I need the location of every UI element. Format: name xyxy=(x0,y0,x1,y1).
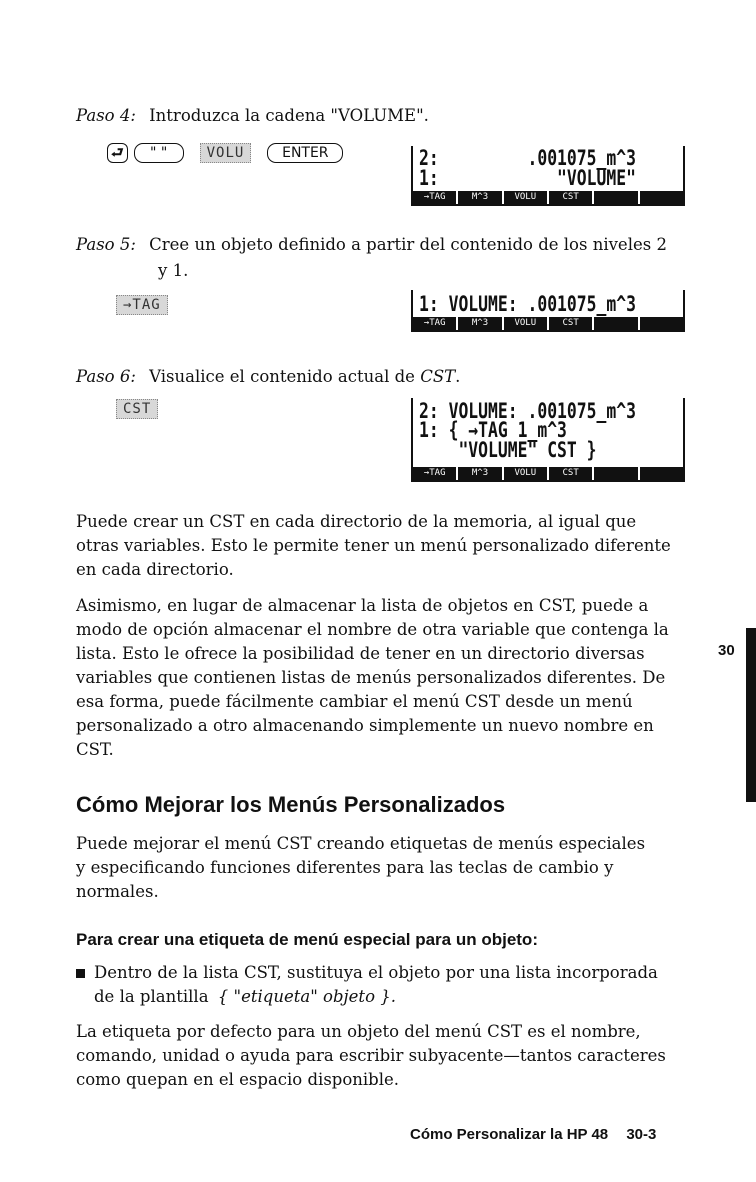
menu-label: →TAG xyxy=(413,191,458,204)
page-footer xyxy=(410,1126,656,1143)
template-syntax: { "etiqueta" objeto }. xyxy=(217,987,396,1006)
stack-level-2: 2: VOLUME: .001075_m^3 xyxy=(419,399,636,423)
period: . xyxy=(455,367,461,386)
menu-label xyxy=(640,191,683,204)
step-4-instruction xyxy=(76,104,429,128)
menu-bar xyxy=(413,467,683,480)
menu-label xyxy=(640,317,683,330)
stack-level-1: 1: { →TAG 1_m^3 xyxy=(419,418,567,442)
step-text: Introduzca la cadena "VOLUME". xyxy=(149,106,429,125)
text-line: La etiqueta por defecto para un objeto del menú CST es el nombre, xyxy=(76,1022,641,1041)
step-text: Cree un objeto definido a partir del contenido de los niveles 2 xyxy=(149,235,667,254)
text-line: otras variables. Esto le permite tener un menú personalizado diferente xyxy=(76,536,671,555)
text-line: normales. xyxy=(76,882,159,901)
quotes-key: " " xyxy=(134,143,184,163)
section-heading: Cómo Mejorar los Menús Personalizados xyxy=(76,792,506,817)
paragraph-cst-per-directory xyxy=(76,510,716,582)
bullet-icon xyxy=(76,969,85,978)
paragraph-default-label xyxy=(76,1020,716,1092)
volu-menu-key: VOLU xyxy=(200,143,252,163)
right-shift-key: ⮐ xyxy=(107,143,128,163)
paragraph-cst-alternative xyxy=(76,594,716,762)
cst-menu-key: CST xyxy=(116,399,158,419)
menu-label xyxy=(594,317,639,330)
bullet-item xyxy=(94,961,714,1009)
step-5-instruction-cont: y 1. xyxy=(158,261,189,280)
text-line: CST. xyxy=(76,740,114,759)
step-label: Paso 6: xyxy=(76,367,136,386)
cst-variable: CST xyxy=(420,367,456,386)
text-line: y especificando funciones diferentes para las teclas de cambio y xyxy=(76,858,614,877)
menu-label: VOLU xyxy=(504,467,549,480)
calculator-screen-step-6 xyxy=(411,398,685,482)
menu-label: M^3 xyxy=(458,191,503,204)
text-line: personalizado a otro almacenando simplemente un nuevo nombre en xyxy=(76,716,654,735)
menu-label: →TAG xyxy=(413,467,458,480)
menu-bar xyxy=(413,191,683,204)
text-line: lista. Esto le ofrece la posibilidad de tener en un directorio diversas xyxy=(76,644,645,663)
chapter-tab-number: 30 xyxy=(718,642,735,659)
text-line: esa forma, puede fácilmente cambiar el menú CST desde un menú xyxy=(76,692,633,711)
menu-label xyxy=(594,467,639,480)
text-line: como quepan en el espacio disponible. xyxy=(76,1070,400,1089)
stack-level-1: 1: "VOLUME" xyxy=(419,166,636,190)
step-6-keystrokes xyxy=(116,398,158,417)
menu-label: M^3 xyxy=(458,467,503,480)
menu-label: CST xyxy=(549,317,594,330)
text-line: Puede mejorar el menú CST creando etiquetas de menús especiales xyxy=(76,834,646,853)
text-line: modo de opción almacenar el nombre de otra variable que contenga la xyxy=(76,620,669,639)
menu-label: CST xyxy=(549,191,594,204)
text-line: en cada directorio. xyxy=(76,560,234,579)
stack-level-1: 1: VOLUME: .001075_m^3 xyxy=(419,292,636,316)
step-5-instruction xyxy=(76,233,696,257)
footer-title: Cómo Personalizar la HP 48 xyxy=(410,1126,609,1143)
calculator-screen-step-4 xyxy=(411,146,685,206)
step-text: Visualice el contenido actual de xyxy=(149,367,415,386)
step-label: Paso 4: xyxy=(76,106,136,125)
page-number: 30-3 xyxy=(626,1126,657,1143)
step-6-instruction xyxy=(76,365,460,389)
text-fragment: de la plantilla xyxy=(94,987,209,1006)
paragraph-improve-menu xyxy=(76,832,716,904)
enter-key: ENTER xyxy=(267,143,343,163)
text-line: Dentro de la lista CST, sustituya el objeto por una lista incorporada xyxy=(94,963,658,982)
subheading: Para crear una etiqueta de menú especial para un objeto: xyxy=(76,930,538,949)
text-line: Puede crear un CST en cada directorio de la memoria, al igual que xyxy=(76,512,637,531)
menu-bar xyxy=(413,317,683,330)
text-line: comando, unidad o ayuda para escribir subyacente—tantos caracteres xyxy=(76,1046,666,1065)
tag-menu-key: →TAG xyxy=(116,295,168,315)
step-5-keystrokes xyxy=(116,294,168,313)
step-4-keystrokes xyxy=(107,143,343,163)
text-line: Asimismo, en lugar de almacenar la lista de objetos en CST, puede a xyxy=(76,596,649,615)
text-line xyxy=(94,985,714,1009)
stack-level-2: 2: .001075_m^3 xyxy=(419,146,636,170)
menu-label xyxy=(640,467,683,480)
menu-label: →TAG xyxy=(413,317,458,330)
step-label: Paso 5: xyxy=(76,235,136,254)
stack-level-1-cont: "VOLUME" CST } xyxy=(419,438,597,462)
menu-label: VOLU xyxy=(504,191,549,204)
menu-label: CST xyxy=(549,467,594,480)
chapter-thumb-tab xyxy=(746,628,756,802)
calculator-screen-step-5 xyxy=(411,290,685,332)
menu-label xyxy=(594,191,639,204)
text-line: variables que contienen listas de menús personalizados diferentes. De xyxy=(76,668,666,687)
menu-label: M^3 xyxy=(458,317,503,330)
menu-label: VOLU xyxy=(504,317,549,330)
